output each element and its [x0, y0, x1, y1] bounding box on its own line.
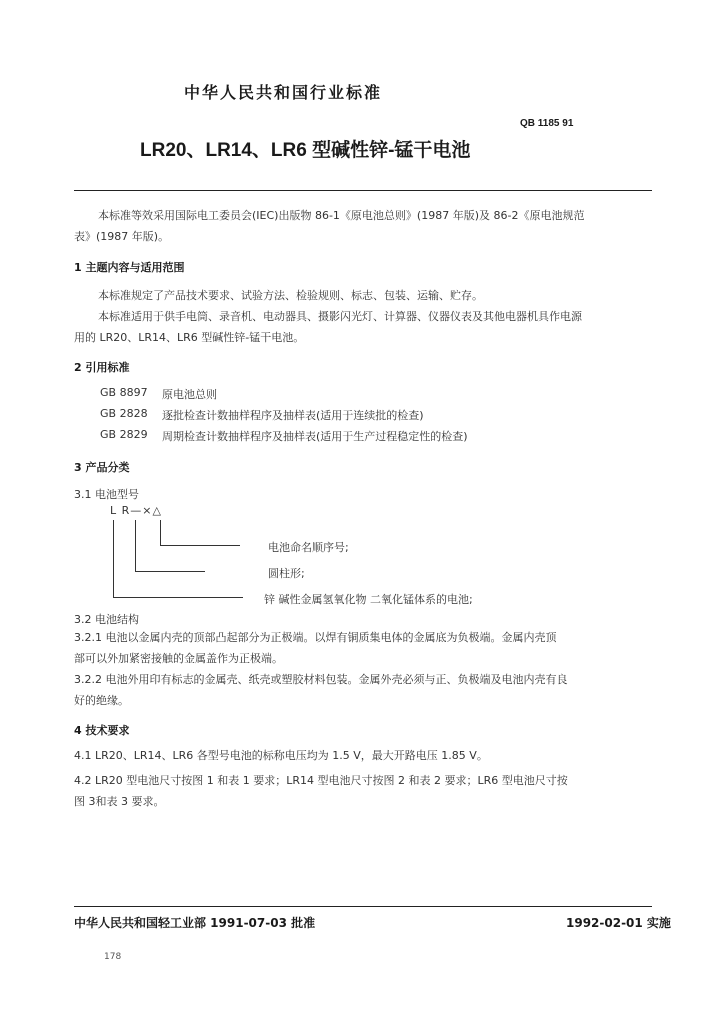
- org-title: 中华人民共和国行业标准: [184, 83, 383, 102]
- bracket-line-l: [113, 520, 114, 598]
- section-3-2-2-line-2: 好的绝缘。: [74, 694, 129, 707]
- document-title: LR20、LR14、LR6 型碱性锌-锰干电池: [140, 140, 471, 161]
- reference-code: GB 2829: [100, 428, 148, 441]
- bracket-line-r: [135, 520, 136, 572]
- bracket-line-seq: [160, 520, 161, 546]
- implementation-date: 1992-02-01 实施: [566, 916, 671, 930]
- section-4-2-line-2: 图 3和表 3 要求。: [74, 795, 165, 808]
- reference-code: GB 2828: [100, 407, 148, 420]
- section-4-1: 4.1 LR20、LR14、LR6 各型号电池的标称电压均为 1.5 V，最大开路电压 1.85 V。: [74, 749, 488, 762]
- section-1-paragraph-1: 本标准规定了产品技术要求、试验方法、检验规则、标志、包装、运输、贮存。: [98, 289, 483, 302]
- section-3-2-1-line-2: 部可以外加紧密接触的金属盖作为正极端。: [74, 652, 283, 665]
- section-1-heading: 1 主题内容与适用范围: [74, 261, 185, 274]
- section-3-2-2-line-1: 3.2.2 电池外用印有标志的金属壳、纸壳或塑胶材料包装。金属外壳必须与正、负极端及电池内壳有良: [74, 673, 568, 686]
- bracket-line-l-horizontal: [113, 597, 243, 598]
- section-1-paragraph-2-line-2: 用的 LR20、LR14、LR6 型碱性锌-锰干电池。: [74, 331, 305, 344]
- section-1-paragraph-2-line-1: 本标准适用于供手电筒、录音机、电动器具、摄影闪光灯、计算器、仪器仪表及其他电器机具作电源: [98, 310, 582, 323]
- label-chemistry-system: 锌 碱性金属氢氧化物 二氧化锰体系的电池;: [264, 593, 473, 606]
- bottom-rule: [74, 906, 652, 907]
- label-cylindrical: 圆柱形;: [268, 567, 305, 580]
- section-2-heading: 2 引用标准: [74, 361, 130, 374]
- bracket-line-r-horizontal: [135, 571, 205, 572]
- reference-code: GB 8897: [100, 386, 148, 399]
- section-3-heading: 3 产品分类: [74, 461, 130, 474]
- label-sequence-number: 电池命名顺序号;: [268, 541, 349, 554]
- reference-title: 逐批检查计数抽样程序及抽样表(适用于连续批的检查): [162, 409, 424, 422]
- section-3-1-heading: 3.1 电池型号: [74, 488, 139, 501]
- section-4-2-line-1: 4.2 LR20 型电池尺寸按图 1 和表 1 要求；LR14 型电池尺寸按图 2 和表 2 要求；LR6 型电池尺寸按: [74, 774, 568, 787]
- approval-line: 中华人民共和国轻工业部 1991-07-03 批准: [74, 916, 316, 930]
- intro-line-1: 本标准等效采用国际电工委员会(IEC)出版物 86-1《原电池总则》(1987 年版)及 86-2《原电池规范: [98, 209, 585, 222]
- page-number: 178: [104, 952, 122, 962]
- model-code: L R—×△: [110, 504, 162, 517]
- top-rule: [74, 190, 652, 191]
- reference-title: 周期检查计数抽样程序及抽样表(适用于生产过程稳定性的检查): [162, 430, 468, 443]
- intro-line-2: 表》(1987 年版)。: [74, 230, 170, 243]
- section-4-heading: 4 技术要求: [74, 724, 130, 737]
- standard-code: QB 1185 91: [520, 118, 574, 129]
- reference-title: 原电池总则: [162, 388, 217, 401]
- bracket-line-seq-horizontal: [160, 545, 240, 546]
- section-3-2-1-line-1: 3.2.1 电池以金属内壳的顶部凸起部分为正极端。以焊有铜质集电体的金属底为负极端。金属内壳顶: [74, 631, 557, 644]
- section-3-2-heading: 3.2 电池结构: [74, 613, 139, 626]
